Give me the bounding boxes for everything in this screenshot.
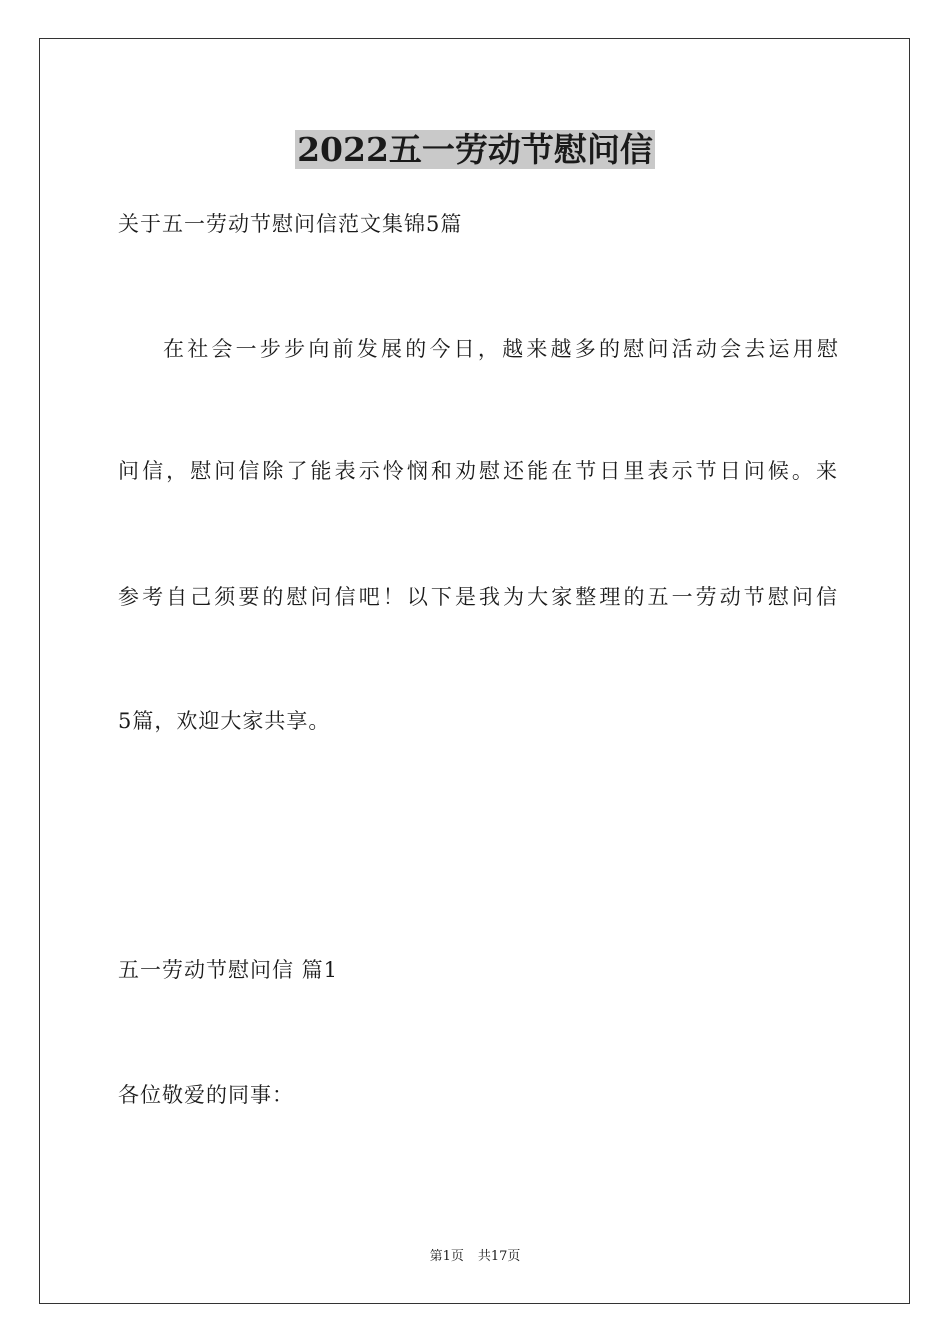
intro-line-3: 参考自己须要的慰问信吧！以下是我为大家整理的五一劳动节慰问信: [118, 585, 838, 609]
document-title-text: 2022五一劳动节慰问信: [297, 130, 653, 169]
intro-line-2: 问信，慰问信除了能表示怜悯和劝慰还能在节日里表示节日问候。来: [118, 459, 838, 483]
page-number-total: 共17页: [477, 1249, 521, 1264]
section-heading: 五一劳动节慰问信 篇1: [118, 958, 339, 982]
document-subtitle: 关于五一劳动节慰问信范文集锦5篇: [118, 212, 463, 236]
document-title: [0, 128, 950, 172]
salutation: 各位敬爱的同事：: [118, 1083, 294, 1107]
intro-line-4: 5篇，欢迎大家共享。: [118, 709, 331, 733]
intro-line-1: 在社会一步步向前发展的今日，越来越多的慰问活动会去运用慰: [163, 337, 839, 361]
page-number-current: 第1页: [429, 1249, 464, 1264]
page-footer: [0, 1248, 950, 1266]
